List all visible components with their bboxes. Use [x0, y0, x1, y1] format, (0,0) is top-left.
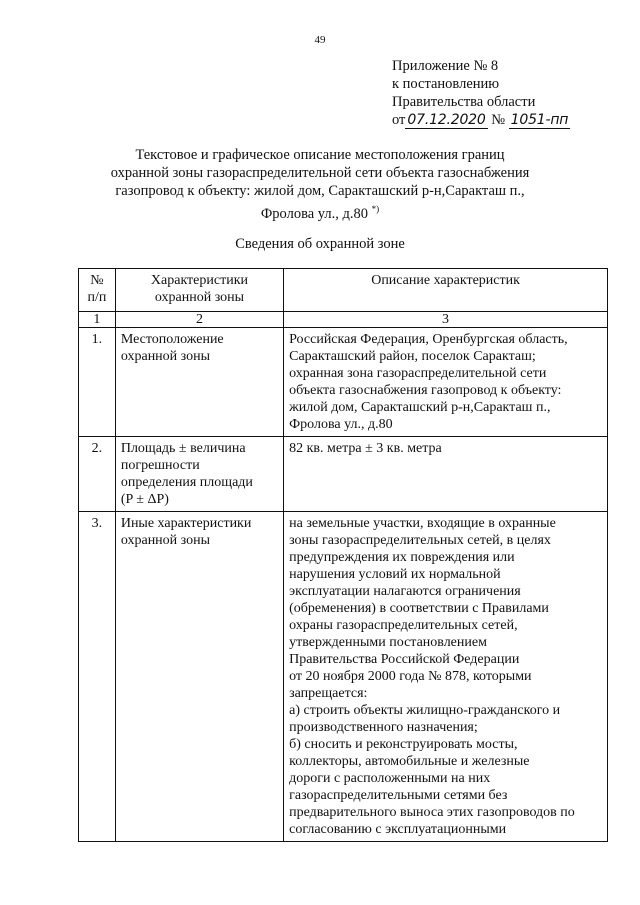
- column-number-row: [79, 312, 608, 328]
- table-row: [79, 437, 608, 512]
- appendix-date-line: [392, 111, 632, 129]
- table-row: [79, 328, 608, 437]
- column-number-1: 1: [79, 312, 116, 328]
- header-description: Описание характеристик: [284, 269, 608, 312]
- handwritten-number: 1051-пп: [510, 112, 569, 128]
- header-number: № п/п: [79, 269, 116, 312]
- row-characteristic: Иные характеристики охранной зоны: [115, 512, 283, 842]
- appendix-block: [392, 57, 632, 129]
- row-description: 82 кв. метра ± 3 кв. метра: [284, 437, 608, 512]
- column-number-3: 3: [284, 312, 608, 328]
- row-characteristic: Местоположение охранной зоны: [115, 328, 283, 437]
- header-characteristic: Характеристики охранной зоны: [115, 269, 283, 312]
- title-line-2: охранной зоны газораспределительной сети объекта газоснабжения: [110, 165, 530, 181]
- number-prefix: №: [491, 112, 506, 128]
- handwritten-date: 07.12.2020: [407, 112, 486, 128]
- row-number: 2.: [79, 437, 116, 512]
- page-number: 49: [314, 34, 326, 46]
- appendix-line-2: к постановлению: [392, 76, 500, 92]
- title-line-1: Текстовое и графическое описание местоположения границ: [135, 147, 505, 163]
- table-row: [79, 512, 608, 842]
- row-characteristic: Площадь ± величина погрешности определения площади (P ± ΔP): [115, 437, 283, 512]
- column-number-2: 2: [115, 312, 283, 328]
- section-subtitle: Сведения об охранной зоне: [235, 236, 405, 252]
- row-number: 3.: [79, 512, 116, 842]
- table-header-row: [79, 269, 608, 312]
- appendix-line-3: Правительства области: [392, 94, 536, 110]
- title-address: Фролова ул., д.80: [260, 205, 369, 222]
- title-line-3: газопровод к объекту: жилой дом, Саракташский р-н,Саракташ п.,: [115, 183, 525, 199]
- footnote-mark: *): [371, 204, 380, 214]
- row-description: Российская Федерация, Оренбургская область, Саракташский район, поселок Саракташ; охранная зона газораспределительной сети объекта газоснабжения газопровод к объекту: жилой дом, Саракташский р-н,Саракташ п., Фролова ул., д.80: [284, 328, 608, 437]
- row-number: 1.: [79, 328, 116, 437]
- appendix-line-1: Приложение № 8: [392, 58, 499, 74]
- protection-zone-table: [78, 268, 608, 842]
- title-line-4: [100, 200, 540, 223]
- date-prefix: от: [392, 112, 406, 128]
- row-description: на земельные участки, входящие в охранные зоны газораспределительных сетей, в целях предупреждения их повреждения или нарушения условий их нормальной эксплуатации налагаются ограничения (обременения) в соответствии с Правилами охраны газораспределительных сетей, утвержденными постановлением Правительства Российской Федерации от 20 ноября 2000 года № 878, которыми запрещается: а) строить объекты жилищно-гражданского и производственного назначения; б) сносить и реконструировать мосты, коллекторы, автомобильные и железные дороги с расположенными на них газораспределительными сетями без предварительного выноса этих газопроводов по согласованию с эксплуатационными: [284, 512, 608, 842]
- document-title: [100, 146, 540, 223]
